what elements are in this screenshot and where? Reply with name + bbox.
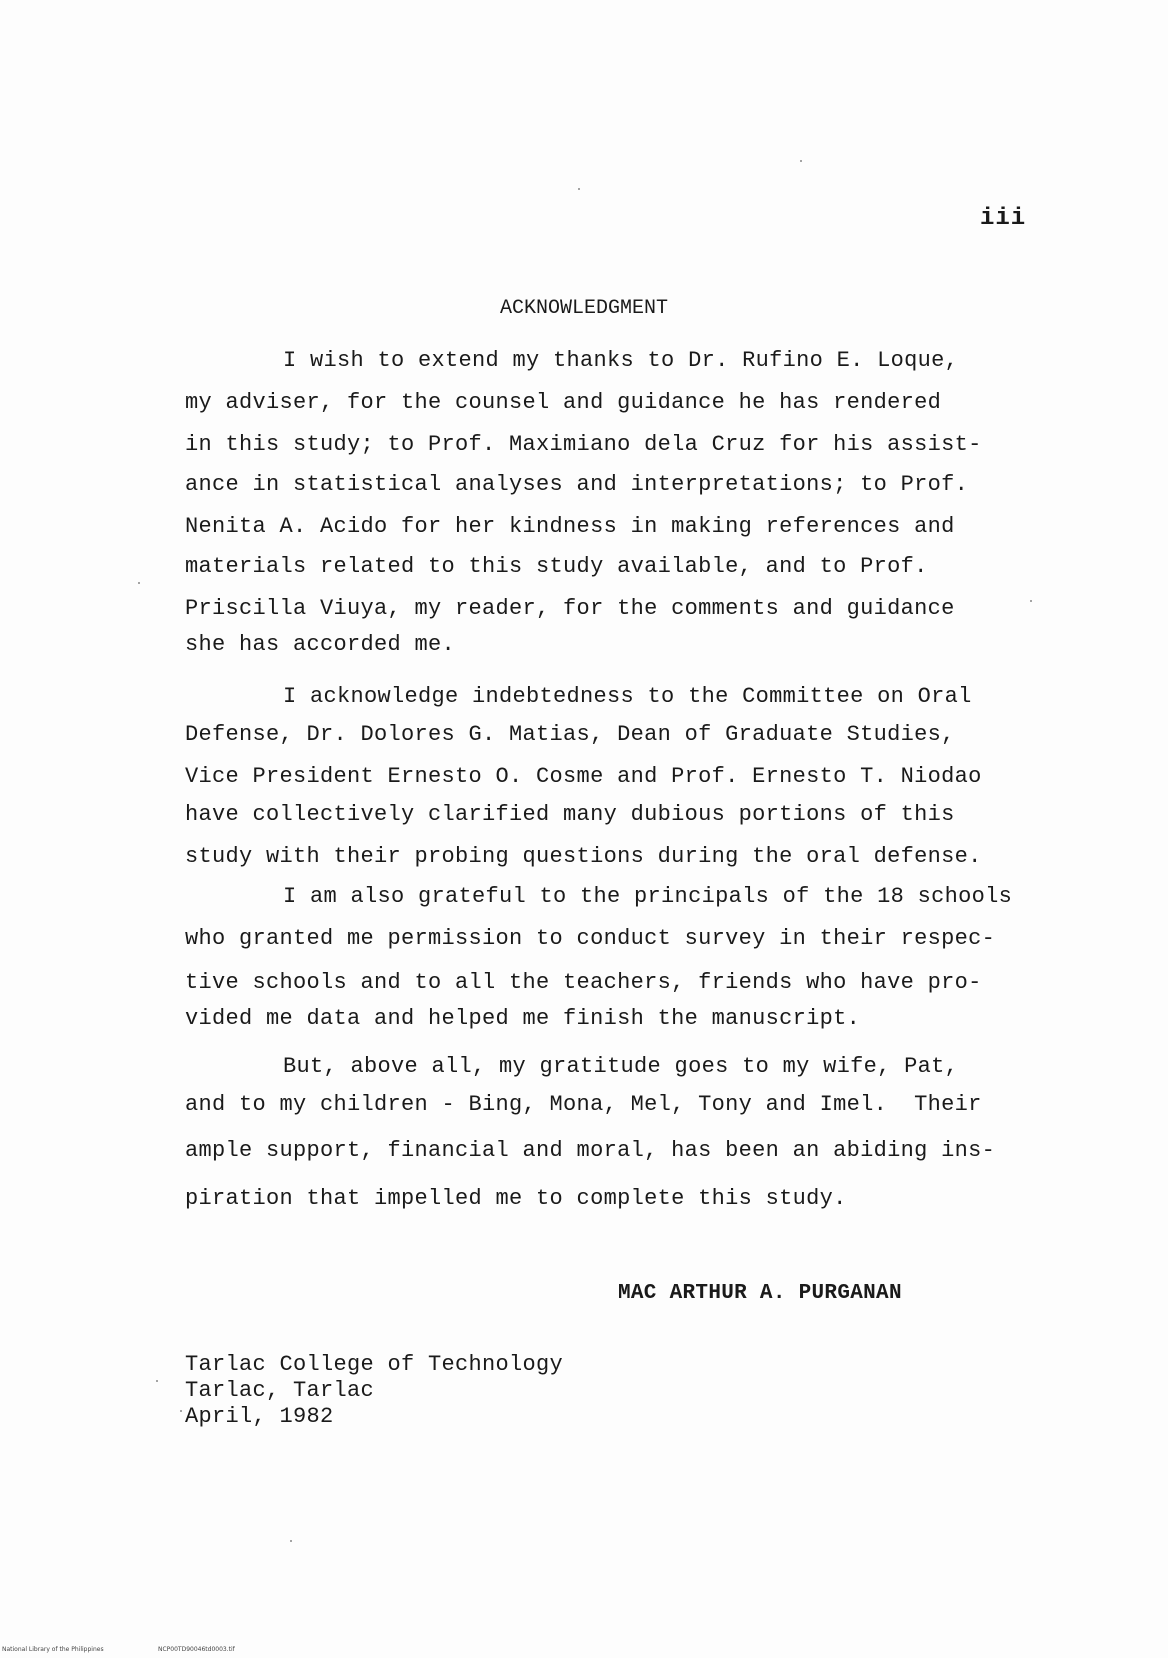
body-line: Vice President Ernesto O. Cosme and Prof. Ernesto T. Niodao — [185, 764, 982, 789]
scan-speck — [156, 1380, 158, 1382]
body-line: Priscilla Viuya, my reader, for the comments and guidance — [185, 596, 955, 621]
body-line: in this study; to Prof. Maximiano dela Cruz for his assist- — [185, 432, 982, 457]
body-line: But, above all, my gratitude goes to my wife, Pat, — [283, 1054, 959, 1079]
scan-speck — [1030, 600, 1032, 602]
body-line: and to my children - Bing, Mona, Mel, Tony and Imel. Their — [185, 1092, 982, 1117]
library-footer: National Library of the Philippines — [2, 1646, 104, 1653]
body-line: who granted me permission to conduct survey in their respec- — [185, 926, 996, 951]
body-line: ance in statistical analyses and interpretations; to Prof. — [185, 472, 969, 497]
signature-name: MAC ARTHUR A. PURGANAN — [618, 1282, 902, 1305]
scan-speck — [180, 1410, 182, 1412]
body-line: piration that impelled me to complete this study. — [185, 1186, 847, 1211]
body-line: tive schools and to all the teachers, friends who have pro- — [185, 970, 982, 995]
page-number: iii — [980, 205, 1027, 232]
body-line: my adviser, for the counsel and guidance he has rendered — [185, 390, 942, 415]
body-line: materials related to this study available, and to Prof. — [185, 554, 928, 579]
body-line: I acknowledge indebtedness to the Committee on Oral — [283, 684, 972, 709]
scan-speck — [138, 582, 140, 584]
body-line: I wish to extend my thanks to Dr. Rufino E. Loque, — [283, 348, 959, 373]
body-line: have collectively clarified many dubious portions of this — [185, 802, 955, 827]
address-line: Tarlac, Tarlac — [185, 1378, 375, 1403]
body-line: study with their probing questions during the oral defense. — [185, 844, 982, 869]
scan-speck — [800, 160, 802, 162]
body-line: Nenita A. Acido for her kindness in making references and — [185, 514, 955, 539]
body-line: ample support, financial and moral, has been an abiding ins- — [185, 1138, 996, 1163]
body-line: I am also grateful to the principals of the 18 schools — [283, 884, 1013, 909]
page-title: ACKNOWLEDGMENT — [499, 297, 669, 320]
body-line: she has accorded me. — [185, 632, 456, 657]
file-id-footer: NCP00TD90046td0003.tif — [158, 1646, 235, 1653]
scan-speck — [578, 188, 580, 190]
body-line: vided me data and helped me finish the manuscript. — [185, 1006, 861, 1031]
address-line: Tarlac College of Technology — [185, 1352, 564, 1377]
body-line: Defense, Dr. Dolores G. Matias, Dean of Graduate Studies, — [185, 722, 955, 747]
address-line: April, 1982 — [185, 1404, 334, 1429]
scan-speck — [290, 1540, 292, 1542]
